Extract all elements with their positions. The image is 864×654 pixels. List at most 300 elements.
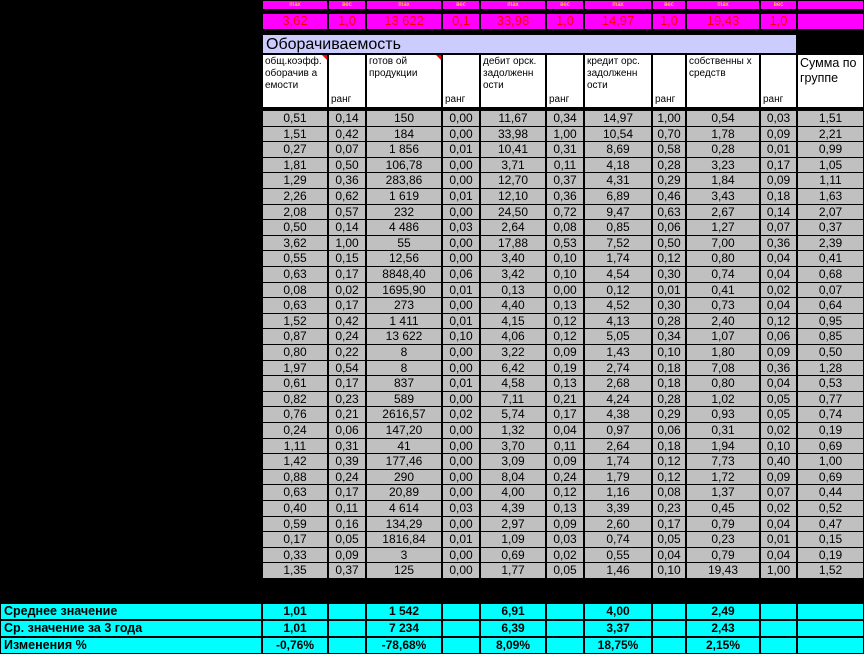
data-cell[interactable]: 0,04 <box>760 516 797 533</box>
data-cell[interactable]: 9,47 <box>584 204 652 221</box>
data-cell[interactable]: 0,34 <box>546 110 584 127</box>
summary-cell[interactable]: -0,76% <box>262 637 328 654</box>
data-cell[interactable]: 0,24 <box>328 469 366 486</box>
summary-cell[interactable]: 6,39 <box>480 620 546 637</box>
data-cell[interactable]: 2,74 <box>584 360 652 377</box>
data-cell[interactable]: 1,78 <box>686 126 760 143</box>
data-cell[interactable]: 2,40 <box>686 313 760 330</box>
data-cell[interactable]: 0,31 <box>686 422 760 439</box>
data-cell[interactable]: 0,74 <box>686 266 760 283</box>
data-cell[interactable]: 0,24 <box>328 328 366 345</box>
data-cell[interactable]: 0,36 <box>328 172 366 189</box>
data-cell[interactable]: 0,01 <box>652 282 686 299</box>
data-cell[interactable]: 0,00 <box>442 547 480 564</box>
data-cell[interactable]: 2,07 <box>797 204 864 221</box>
data-cell[interactable]: 0,07 <box>760 219 797 236</box>
data-cell[interactable]: 0,50 <box>797 344 864 361</box>
data-cell[interactable]: 0,36 <box>760 235 797 252</box>
data-cell[interactable]: 3,70 <box>480 438 546 455</box>
data-cell[interactable]: 0,05 <box>760 406 797 423</box>
data-cell[interactable]: 1,72 <box>686 469 760 486</box>
data-cell[interactable]: 8,04 <box>480 469 546 486</box>
data-cell[interactable]: 4,54 <box>584 266 652 283</box>
data-cell[interactable]: 0,06 <box>760 328 797 345</box>
data-cell[interactable]: 1,80 <box>686 344 760 361</box>
data-cell[interactable]: 0,76 <box>262 406 328 423</box>
data-cell[interactable]: 0,44 <box>797 484 864 501</box>
data-cell[interactable]: 0,06 <box>328 422 366 439</box>
data-cell[interactable]: 0,30 <box>652 297 686 314</box>
data-cell[interactable]: 3,39 <box>584 500 652 517</box>
data-cell[interactable]: 24,50 <box>480 204 546 221</box>
data-cell[interactable]: 0,37 <box>328 562 366 579</box>
data-cell[interactable]: 0,34 <box>652 328 686 345</box>
data-cell[interactable]: 0,22 <box>328 344 366 361</box>
summary-cell[interactable] <box>760 637 797 654</box>
data-cell[interactable]: 0,04 <box>760 250 797 267</box>
summary-cell[interactable]: 4,00 <box>584 603 652 620</box>
data-cell[interactable]: 0,14 <box>760 204 797 221</box>
header-rank[interactable]: ранг <box>652 54 686 108</box>
top-value-cell[interactable]: 1,0 <box>546 13 584 30</box>
data-cell[interactable]: 7,00 <box>686 235 760 252</box>
top-value-cell[interactable]: 19,43 <box>686 13 760 30</box>
data-cell[interactable]: 0,10 <box>652 344 686 361</box>
data-cell[interactable]: 0,05 <box>652 531 686 548</box>
data-cell[interactable]: 2,64 <box>584 438 652 455</box>
data-cell[interactable]: 0,14 <box>328 110 366 127</box>
data-cell[interactable]: 0,01 <box>760 141 797 158</box>
data-cell[interactable]: 0,16 <box>328 516 366 533</box>
data-cell[interactable]: 589 <box>366 391 442 408</box>
summary-cell[interactable]: 3,37 <box>584 620 652 637</box>
summary-cell[interactable]: -78,68% <box>366 637 442 654</box>
data-cell[interactable]: 0,28 <box>652 391 686 408</box>
data-cell[interactable]: 4 614 <box>366 500 442 517</box>
data-cell[interactable]: 0,28 <box>652 313 686 330</box>
summary-cell[interactable] <box>760 603 797 620</box>
data-cell[interactable]: 0,57 <box>328 204 366 221</box>
data-cell[interactable]: 0,17 <box>328 266 366 283</box>
data-cell[interactable]: 2616,57 <box>366 406 442 423</box>
data-cell[interactable]: 0,47 <box>797 516 864 533</box>
data-cell[interactable]: 0,80 <box>686 250 760 267</box>
data-cell[interactable]: 0,00 <box>546 282 584 299</box>
data-cell[interactable]: 0,12 <box>546 484 584 501</box>
data-cell[interactable]: 1,05 <box>797 157 864 174</box>
data-cell[interactable]: 150 <box>366 110 442 127</box>
data-cell[interactable]: 0,68 <box>797 266 864 283</box>
data-cell[interactable]: 0,72 <box>546 204 584 221</box>
data-cell[interactable]: 0,51 <box>262 110 328 127</box>
summary-cell[interactable] <box>328 620 366 637</box>
data-cell[interactable]: 0,39 <box>328 453 366 470</box>
data-cell[interactable]: 0,61 <box>262 375 328 392</box>
data-cell[interactable]: 1,74 <box>584 453 652 470</box>
data-cell[interactable]: 0,79 <box>686 547 760 564</box>
data-cell[interactable]: 0,00 <box>442 250 480 267</box>
data-cell[interactable]: 0,09 <box>760 469 797 486</box>
data-cell[interactable]: 1,11 <box>797 172 864 189</box>
data-cell[interactable]: 0,00 <box>442 453 480 470</box>
data-cell[interactable]: 1 619 <box>366 188 442 205</box>
top-label-cell[interactable]: вес <box>328 0 366 10</box>
data-cell[interactable]: 1,77 <box>480 562 546 579</box>
data-cell[interactable]: 1,11 <box>262 438 328 455</box>
data-cell[interactable]: 4,38 <box>584 406 652 423</box>
summary-cell[interactable] <box>546 637 584 654</box>
data-cell[interactable]: 0,07 <box>797 282 864 299</box>
data-cell[interactable]: 3,62 <box>262 235 328 252</box>
data-cell[interactable]: 0,23 <box>652 500 686 517</box>
data-cell[interactable]: 7,11 <box>480 391 546 408</box>
data-cell[interactable]: 2,21 <box>797 126 864 143</box>
data-cell[interactable]: 0,11 <box>546 157 584 174</box>
data-cell[interactable]: 1,42 <box>262 453 328 470</box>
summary-cell[interactable] <box>442 637 480 654</box>
data-cell[interactable]: 0,23 <box>686 531 760 548</box>
data-cell[interactable]: 4,24 <box>584 391 652 408</box>
data-cell[interactable]: 12,10 <box>480 188 546 205</box>
data-cell[interactable]: 0,13 <box>546 297 584 314</box>
data-cell[interactable]: 0,08 <box>262 282 328 299</box>
data-cell[interactable]: 0,40 <box>760 453 797 470</box>
data-cell[interactable]: 0,10 <box>546 250 584 267</box>
summary-cell[interactable] <box>797 637 864 654</box>
data-cell[interactable]: 0,31 <box>546 141 584 158</box>
data-cell[interactable]: 0,12 <box>584 282 652 299</box>
data-cell[interactable]: 4,13 <box>584 313 652 330</box>
data-cell[interactable]: 0,31 <box>328 438 366 455</box>
data-cell[interactable]: 0,01 <box>442 531 480 548</box>
data-cell[interactable]: 0,77 <box>797 391 864 408</box>
data-cell[interactable]: 0,79 <box>686 516 760 533</box>
data-cell[interactable]: 0,54 <box>686 110 760 127</box>
top-label-cell[interactable]: max <box>262 0 328 10</box>
data-cell[interactable]: 0,63 <box>652 204 686 221</box>
data-cell[interactable]: 0,09 <box>760 172 797 189</box>
data-cell[interactable]: 0,04 <box>760 547 797 564</box>
data-cell[interactable]: 3,42 <box>480 266 546 283</box>
data-cell[interactable]: 0,15 <box>328 250 366 267</box>
data-cell[interactable]: 0,58 <box>652 141 686 158</box>
data-cell[interactable]: 1,52 <box>262 313 328 330</box>
data-cell[interactable]: 20,89 <box>366 484 442 501</box>
data-cell[interactable]: 6,89 <box>584 188 652 205</box>
data-cell[interactable]: 0,50 <box>328 157 366 174</box>
summary-cell[interactable] <box>442 620 480 637</box>
data-cell[interactable]: 0,01 <box>442 141 480 158</box>
data-cell[interactable]: 0,12 <box>652 469 686 486</box>
data-cell[interactable]: 0,03 <box>546 531 584 548</box>
data-cell[interactable]: 0,11 <box>546 438 584 455</box>
data-cell[interactable]: 0,36 <box>546 188 584 205</box>
data-cell[interactable]: 3 <box>366 547 442 564</box>
data-cell[interactable]: 5,74 <box>480 406 546 423</box>
data-cell[interactable]: 0,21 <box>546 391 584 408</box>
data-cell[interactable]: 1,28 <box>797 360 864 377</box>
data-cell[interactable]: 0,62 <box>328 188 366 205</box>
data-cell[interactable]: 0,10 <box>546 266 584 283</box>
data-cell[interactable]: 0,97 <box>584 422 652 439</box>
data-cell[interactable]: 0,00 <box>442 391 480 408</box>
column-header[interactable]: кредит орс. задолженн ости <box>584 54 652 108</box>
data-cell[interactable]: 2,08 <box>262 204 328 221</box>
column-header[interactable]: общ.коэфф. оборачив а емости <box>262 54 328 108</box>
data-cell[interactable]: 0,85 <box>797 328 864 345</box>
data-cell[interactable]: 8 <box>366 344 442 361</box>
data-cell[interactable]: 0,69 <box>797 469 864 486</box>
data-cell[interactable]: 106,78 <box>366 157 442 174</box>
summary-cell[interactable]: 1 542 <box>366 603 442 620</box>
data-cell[interactable]: 0,10 <box>760 438 797 455</box>
data-cell[interactable]: 0,28 <box>686 141 760 158</box>
data-cell[interactable]: 2,26 <box>262 188 328 205</box>
data-cell[interactable]: 0,01 <box>442 313 480 330</box>
data-cell[interactable]: 0,00 <box>442 422 480 439</box>
data-cell[interactable]: 0,93 <box>686 406 760 423</box>
data-cell[interactable]: 0,06 <box>442 266 480 283</box>
data-cell[interactable]: 0,24 <box>262 422 328 439</box>
data-cell[interactable]: 0,13 <box>546 375 584 392</box>
top-value-cell[interactable]: 1,0 <box>652 13 686 30</box>
top-value-cell[interactable]: 0,1 <box>442 13 480 30</box>
data-cell[interactable]: 4,00 <box>480 484 546 501</box>
data-cell[interactable]: 0,06 <box>652 219 686 236</box>
data-cell[interactable]: 1,16 <box>584 484 652 501</box>
data-cell[interactable]: 0,80 <box>686 375 760 392</box>
summary-cell[interactable] <box>652 620 686 637</box>
data-cell[interactable]: 1,46 <box>584 562 652 579</box>
data-cell[interactable]: 1,97 <box>262 360 328 377</box>
summary-cell[interactable]: 2,15% <box>686 637 760 654</box>
data-cell[interactable]: 134,29 <box>366 516 442 533</box>
data-cell[interactable]: 4 486 <box>366 219 442 236</box>
data-cell[interactable]: 0,59 <box>262 516 328 533</box>
data-cell[interactable]: 0,19 <box>797 422 864 439</box>
data-cell[interactable]: 3,71 <box>480 157 546 174</box>
data-cell[interactable]: 0,04 <box>760 375 797 392</box>
summary-cell[interactable] <box>797 620 864 637</box>
data-cell[interactable]: 283,86 <box>366 172 442 189</box>
data-cell[interactable]: 0,00 <box>442 360 480 377</box>
data-cell[interactable]: 0,00 <box>442 469 480 486</box>
top-label-cell[interactable] <box>797 0 864 10</box>
summary-cell[interactable] <box>652 603 686 620</box>
top-value-cell[interactable]: 14,97 <box>584 13 652 30</box>
data-cell[interactable]: 0,10 <box>652 562 686 579</box>
data-cell[interactable]: 0,63 <box>262 484 328 501</box>
data-cell[interactable]: 0,69 <box>797 438 864 455</box>
data-cell[interactable]: 3,43 <box>686 188 760 205</box>
data-cell[interactable]: 0,19 <box>546 360 584 377</box>
data-cell[interactable]: 0,09 <box>546 344 584 361</box>
data-cell[interactable]: 1,00 <box>760 562 797 579</box>
top-value-cell[interactable]: 13 622 <box>366 13 442 30</box>
data-cell[interactable]: 0,01 <box>442 188 480 205</box>
top-value-cell[interactable]: 3,62 <box>262 13 328 30</box>
data-cell[interactable]: 2,39 <box>797 235 864 252</box>
summary-cell[interactable]: 1,01 <box>262 620 328 637</box>
data-cell[interactable]: 1816,84 <box>366 531 442 548</box>
data-cell[interactable]: 0,04 <box>546 422 584 439</box>
data-cell[interactable]: 7,08 <box>686 360 760 377</box>
top-label-cell[interactable]: max <box>686 0 760 10</box>
data-cell[interactable]: 4,52 <box>584 297 652 314</box>
data-cell[interactable]: 0,13 <box>480 282 546 299</box>
data-cell[interactable]: 2,67 <box>686 204 760 221</box>
data-cell[interactable]: 4,39 <box>480 500 546 517</box>
data-cell[interactable]: 0,88 <box>262 469 328 486</box>
data-cell[interactable]: 0,00 <box>442 157 480 174</box>
data-cell[interactable]: 0,00 <box>442 562 480 579</box>
data-cell[interactable]: 0,06 <box>652 422 686 439</box>
data-cell[interactable]: 0,95 <box>797 313 864 330</box>
data-cell[interactable]: 0,17 <box>760 157 797 174</box>
data-cell[interactable]: 0,37 <box>797 219 864 236</box>
data-cell[interactable]: 0,46 <box>652 188 686 205</box>
summary-cell[interactable] <box>652 637 686 654</box>
data-cell[interactable]: 13 622 <box>366 328 442 345</box>
summary-cell[interactable] <box>546 603 584 620</box>
data-cell[interactable]: 0,63 <box>262 297 328 314</box>
data-cell[interactable]: 0,24 <box>546 469 584 486</box>
summary-cell[interactable] <box>797 603 864 620</box>
data-cell[interactable]: 12,56 <box>366 250 442 267</box>
data-cell[interactable]: 1,32 <box>480 422 546 439</box>
data-cell[interactable]: 184 <box>366 126 442 143</box>
data-cell[interactable]: 0,12 <box>760 313 797 330</box>
header-rank[interactable]: ранг <box>760 54 797 108</box>
data-cell[interactable]: 4,40 <box>480 297 546 314</box>
data-cell[interactable]: 0,69 <box>480 547 546 564</box>
summary-cell[interactable]: 8,09% <box>480 637 546 654</box>
data-cell[interactable]: 8,69 <box>584 141 652 158</box>
data-cell[interactable]: 0,02 <box>328 282 366 299</box>
data-cell[interactable]: 0,05 <box>760 391 797 408</box>
header-rank[interactable]: ранг <box>328 54 366 108</box>
data-cell[interactable]: 2,64 <box>480 219 546 236</box>
data-cell[interactable]: 0,03 <box>442 500 480 517</box>
data-cell[interactable]: 0,82 <box>262 391 328 408</box>
column-header[interactable]: собственны х средств <box>686 54 760 108</box>
data-cell[interactable]: 0,02 <box>760 282 797 299</box>
data-cell[interactable]: 0,02 <box>442 406 480 423</box>
data-cell[interactable]: 19,43 <box>686 562 760 579</box>
data-cell[interactable]: 0,30 <box>652 266 686 283</box>
summary-cell[interactable] <box>328 603 366 620</box>
summary-cell[interactable] <box>760 620 797 637</box>
data-cell[interactable]: 1,74 <box>584 250 652 267</box>
top-label-cell[interactable]: вес <box>652 0 686 10</box>
data-cell[interactable]: 0,09 <box>328 547 366 564</box>
data-cell[interactable]: 1,00 <box>328 235 366 252</box>
data-cell[interactable]: 0,07 <box>328 141 366 158</box>
data-cell[interactable]: 0,17 <box>328 375 366 392</box>
data-cell[interactable]: 14,97 <box>584 110 652 127</box>
data-cell[interactable]: 0,45 <box>686 500 760 517</box>
summary-cell[interactable]: 7 234 <box>366 620 442 637</box>
column-header[interactable]: готов ой продукции <box>366 54 442 108</box>
data-cell[interactable]: 0,01 <box>760 531 797 548</box>
data-cell[interactable]: 3,40 <box>480 250 546 267</box>
data-cell[interactable]: 0,09 <box>546 516 584 533</box>
data-cell[interactable]: 0,41 <box>797 250 864 267</box>
data-cell[interactable]: 0,00 <box>442 484 480 501</box>
data-cell[interactable]: 177,46 <box>366 453 442 470</box>
data-cell[interactable]: 0,03 <box>760 110 797 127</box>
data-cell[interactable]: 0,05 <box>328 531 366 548</box>
data-cell[interactable]: 0,12 <box>546 313 584 330</box>
data-cell[interactable]: 0,63 <box>262 266 328 283</box>
data-cell[interactable]: 0,50 <box>262 219 328 236</box>
data-cell[interactable]: 1,52 <box>797 562 864 579</box>
data-cell[interactable]: 0,18 <box>760 188 797 205</box>
top-value-cell[interactable]: 1,0 <box>328 13 366 30</box>
data-cell[interactable]: 0,00 <box>442 344 480 361</box>
summary-cell[interactable]: 2,43 <box>686 620 760 637</box>
data-cell[interactable]: 1,79 <box>584 469 652 486</box>
data-cell[interactable]: 273 <box>366 297 442 314</box>
data-cell[interactable]: 0,55 <box>584 547 652 564</box>
data-cell[interactable]: 147,20 <box>366 422 442 439</box>
top-label-cell[interactable]: max <box>480 0 546 10</box>
data-cell[interactable]: 4,06 <box>480 328 546 345</box>
summary-cell[interactable] <box>328 637 366 654</box>
data-cell[interactable]: 3,22 <box>480 344 546 361</box>
data-cell[interactable]: 12,70 <box>480 172 546 189</box>
data-cell[interactable]: 0,00 <box>442 516 480 533</box>
top-value-cell[interactable]: 1,0 <box>760 13 797 30</box>
data-cell[interactable]: 0,36 <box>760 360 797 377</box>
data-cell[interactable]: 0,12 <box>546 328 584 345</box>
data-cell[interactable]: 0,50 <box>652 235 686 252</box>
data-cell[interactable]: 0,73 <box>686 297 760 314</box>
data-cell[interactable]: 0,03 <box>442 219 480 236</box>
data-cell[interactable]: 0,42 <box>328 126 366 143</box>
data-cell[interactable]: 0,00 <box>442 297 480 314</box>
data-cell[interactable]: 0,00 <box>442 235 480 252</box>
data-cell[interactable]: 1,94 <box>686 438 760 455</box>
data-cell[interactable]: 0,11 <box>328 500 366 517</box>
data-cell[interactable]: 1 411 <box>366 313 442 330</box>
data-cell[interactable]: 0,00 <box>442 172 480 189</box>
column-header[interactable]: Сумма по группе <box>797 54 864 108</box>
data-cell[interactable]: 0,29 <box>652 406 686 423</box>
top-value-cell[interactable] <box>797 13 864 30</box>
data-cell[interactable]: 0,07 <box>760 484 797 501</box>
data-cell[interactable]: 1,00 <box>652 110 686 127</box>
data-cell[interactable]: 0,12 <box>652 250 686 267</box>
data-cell[interactable]: 0,02 <box>760 422 797 439</box>
data-cell[interactable]: 0,19 <box>797 547 864 564</box>
top-label-cell[interactable]: вес <box>442 0 480 10</box>
data-cell[interactable]: 0,21 <box>328 406 366 423</box>
summary-cell[interactable]: 2,49 <box>686 603 760 620</box>
top-label-cell[interactable]: max <box>366 0 442 10</box>
data-cell[interactable]: 1,51 <box>797 110 864 127</box>
data-cell[interactable]: 0,17 <box>328 484 366 501</box>
data-cell[interactable]: 0,53 <box>797 375 864 392</box>
data-cell[interactable]: 0,08 <box>546 219 584 236</box>
data-cell[interactable]: 1,07 <box>686 328 760 345</box>
data-cell[interactable]: 0,08 <box>652 484 686 501</box>
data-cell[interactable]: 0,04 <box>652 547 686 564</box>
data-cell[interactable]: 0,33 <box>262 547 328 564</box>
top-label-cell[interactable]: max <box>584 0 652 10</box>
data-cell[interactable]: 232 <box>366 204 442 221</box>
summary-cell[interactable]: 1,01 <box>262 603 328 620</box>
